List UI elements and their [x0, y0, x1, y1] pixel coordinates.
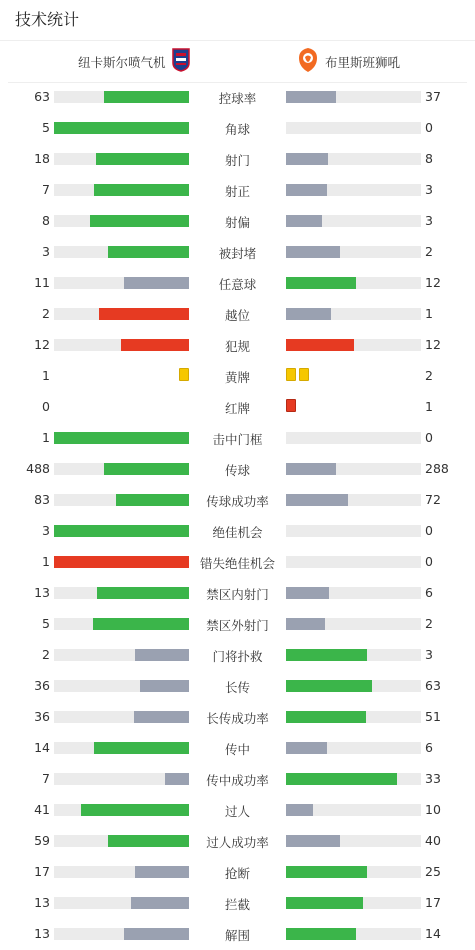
away-bar-fill: [286, 649, 367, 661]
home-value: 12: [34, 337, 50, 352]
home-bar-fill: [135, 866, 189, 878]
stat-label: 传中成功率: [206, 773, 269, 788]
home-value: 1: [42, 554, 50, 569]
home-value: 36: [34, 678, 50, 693]
stat-label: 被封堵: [218, 246, 257, 261]
home-bar-fill: [99, 308, 189, 320]
away-value: 63: [425, 678, 441, 693]
away-value: 3: [425, 182, 433, 197]
home-value: 1: [42, 430, 50, 445]
home-value: 13: [34, 895, 50, 910]
away-cards: [286, 368, 309, 382]
away-value: 12: [425, 337, 441, 352]
stat-row: [0, 515, 475, 546]
stat-label: 错失绝佳机会: [199, 556, 275, 571]
home-value: 8: [42, 213, 50, 228]
stat-label: 射门: [224, 153, 250, 168]
stat-row: [0, 856, 475, 887]
home-bar-track: [54, 432, 189, 444]
home-bar-track: [54, 463, 189, 475]
stat-label: 绝佳机会: [212, 525, 263, 540]
away-value: 1: [425, 306, 433, 321]
home-value: 83: [34, 492, 50, 507]
away-bar-track: [286, 773, 421, 785]
home-value: 5: [42, 616, 50, 631]
away-bar-track: [286, 339, 421, 351]
home-value: 7: [42, 182, 50, 197]
away-bar-fill: [286, 215, 322, 227]
away-value: 6: [425, 585, 433, 600]
home-bar-fill: [104, 463, 189, 475]
away-value: 0: [425, 523, 433, 538]
stat-row: [0, 887, 475, 918]
away-bar-fill: [286, 866, 367, 878]
stat-row: [0, 763, 475, 794]
page-title: 技术统计: [0, 0, 475, 41]
home-bar-fill: [121, 339, 189, 351]
away-bar-track: [286, 153, 421, 165]
away-bar-track: [286, 308, 421, 320]
home-value: 59: [34, 833, 50, 848]
home-bar-track: [54, 773, 189, 785]
away-bar-track: [286, 246, 421, 258]
home-bar-track: [54, 711, 189, 723]
home-value: 488: [26, 461, 50, 476]
away-bar-track: [286, 556, 421, 568]
away-value: 288: [425, 461, 449, 476]
away-value: 17: [425, 895, 441, 910]
home-bar-fill: [165, 773, 189, 785]
stat-label: 解围: [224, 928, 250, 943]
away-bar-fill: [286, 835, 340, 847]
home-bar-fill: [54, 525, 189, 537]
home-bar-fill: [81, 804, 189, 816]
home-bar-track: [54, 525, 189, 537]
home-value: 14: [34, 740, 50, 755]
stat-label: 射正: [224, 184, 250, 199]
home-bar-track: [54, 153, 189, 165]
home-bar-track: [54, 649, 189, 661]
home-value: 2: [42, 647, 50, 662]
stat-row: [0, 484, 475, 515]
away-team-crest-icon: [297, 47, 319, 76]
away-team-name: 布里斯班狮吼: [325, 54, 401, 70]
home-bar-track: [54, 277, 189, 289]
stat-label: 越位: [224, 308, 250, 323]
home-value: 63: [34, 89, 50, 104]
away-value: 33: [425, 771, 441, 786]
stat-row: [0, 174, 475, 205]
home-value: 1: [42, 368, 50, 383]
away-bar-fill: [286, 897, 363, 909]
away-bar-fill: [286, 153, 328, 165]
stat-label: 拦截: [224, 897, 250, 912]
stat-row: [0, 298, 475, 329]
stat-row: [0, 143, 475, 174]
home-value: 18: [34, 151, 50, 166]
stat-row: [0, 608, 475, 639]
away-bar-track: [286, 525, 421, 537]
home-bar-track: [54, 618, 189, 630]
away-bar-fill: [286, 928, 356, 940]
away-bar-fill: [286, 680, 372, 692]
away-team[interactable]: [291, 41, 400, 82]
away-bar-fill: [286, 308, 331, 320]
stat-label: 过人成功率: [206, 835, 269, 850]
home-bar-fill: [124, 277, 189, 289]
stat-label: 长传成功率: [206, 711, 269, 726]
home-bar-fill: [131, 897, 189, 909]
away-bar-track: [286, 742, 421, 754]
away-bar-track: [286, 494, 421, 506]
away-bar-track: [286, 215, 421, 227]
home-bar-fill: [135, 649, 189, 661]
away-value: 12: [425, 275, 441, 290]
home-value: 11: [34, 275, 50, 290]
away-value: 3: [425, 647, 433, 662]
away-value: 2: [425, 244, 433, 259]
home-bar-fill: [108, 246, 189, 258]
yellow-card-icon: [299, 368, 309, 381]
home-bar-track: [54, 804, 189, 816]
away-value: 0: [425, 430, 433, 445]
stat-label: 黄牌: [224, 370, 250, 385]
stat-label: 禁区内射门: [206, 587, 269, 602]
away-bar-fill: [286, 91, 336, 103]
away-bar-track: [286, 463, 421, 475]
away-bar-track: [286, 928, 421, 940]
stat-row: [0, 360, 475, 391]
stat-label: 禁区外射门: [206, 618, 269, 633]
home-bar-fill: [116, 494, 189, 506]
home-bar-track: [54, 215, 189, 227]
home-bar-track: [54, 742, 189, 754]
yellow-card-icon: [179, 368, 189, 381]
home-bar-fill: [104, 91, 189, 103]
stat-row: [0, 112, 475, 143]
away-bar-fill: [286, 494, 348, 506]
home-value: 41: [34, 802, 50, 817]
stat-row: [0, 577, 475, 608]
teams-header: [8, 41, 467, 83]
stat-label: 击中门框: [212, 432, 263, 447]
stat-label: 门将扑救: [212, 649, 263, 664]
stat-label: 过人: [224, 804, 250, 819]
home-value: 13: [34, 585, 50, 600]
home-bar-fill: [54, 122, 189, 134]
stat-label: 传中: [224, 742, 250, 757]
home-bar-track: [54, 91, 189, 103]
away-bar-track: [286, 804, 421, 816]
away-bar-track: [286, 649, 421, 661]
home-bar-fill: [90, 215, 189, 227]
away-bar-fill: [286, 463, 336, 475]
home-bar-fill: [54, 432, 189, 444]
away-bar-fill: [286, 587, 329, 599]
home-bar-fill: [97, 587, 189, 599]
stat-label: 抢断: [224, 866, 250, 881]
stat-row: [0, 794, 475, 825]
away-bar-fill: [286, 804, 313, 816]
away-value: 1: [425, 399, 433, 414]
stat-label: 犯规: [224, 339, 250, 354]
stat-label: 角球: [224, 122, 250, 137]
red-card-icon: [286, 399, 296, 412]
away-value: 2: [425, 616, 433, 631]
home-bar-track: [54, 308, 189, 320]
home-bar-track: [54, 339, 189, 351]
stat-row: [0, 701, 475, 732]
stat-label: 长传: [224, 680, 250, 695]
home-bar-fill: [54, 556, 189, 568]
away-bar-track: [286, 184, 421, 196]
home-bar-track: [54, 184, 189, 196]
stat-label: 射偏: [224, 215, 250, 230]
stat-row: [0, 453, 475, 484]
away-bar-fill: [286, 618, 325, 630]
home-value: 7: [42, 771, 50, 786]
home-bar-track: [54, 246, 189, 258]
home-bar-fill: [134, 711, 189, 723]
away-value: 25: [425, 864, 441, 879]
away-value: 8: [425, 151, 433, 166]
away-value: 72: [425, 492, 441, 507]
away-bar-track: [286, 866, 421, 878]
stat-label: 传球: [224, 463, 250, 478]
away-value: 0: [425, 120, 433, 135]
away-bar-fill: [286, 184, 327, 196]
home-team-name: 纽卡斯尔喷气机: [78, 54, 166, 70]
stat-label: 任意球: [218, 277, 257, 292]
home-value: 2: [42, 306, 50, 321]
home-bar-fill: [108, 835, 189, 847]
away-bar-fill: [286, 339, 354, 351]
away-bar-fill: [286, 246, 340, 258]
away-bar-fill: [286, 773, 397, 785]
away-value: 0: [425, 554, 433, 569]
away-bar-track: [286, 618, 421, 630]
home-team[interactable]: [78, 41, 196, 82]
stat-row: [0, 205, 475, 236]
home-bar-track: [54, 494, 189, 506]
home-bar-track: [54, 556, 189, 568]
home-value: 0: [42, 399, 50, 414]
home-bar-fill: [94, 742, 189, 754]
away-value: 10: [425, 802, 441, 817]
stat-label: 控球率: [218, 91, 257, 106]
away-bar-fill: [286, 277, 356, 289]
stat-row: [0, 825, 475, 856]
home-bar-track: [54, 122, 189, 134]
away-value: 40: [425, 833, 441, 848]
stat-row: [0, 391, 475, 422]
away-bar-track: [286, 277, 421, 289]
home-bar-fill: [140, 680, 189, 692]
home-bar-fill: [94, 184, 189, 196]
home-value: 3: [42, 523, 50, 538]
stat-row: [0, 670, 475, 701]
yellow-card-icon: [286, 368, 296, 381]
stat-row: [0, 236, 475, 267]
stat-row: [0, 267, 475, 298]
stat-row: [0, 639, 475, 670]
home-value: 17: [34, 864, 50, 879]
away-bar-track: [286, 897, 421, 909]
home-value: 5: [42, 120, 50, 135]
home-bar-track: [54, 835, 189, 847]
away-bar-fill: [286, 742, 327, 754]
away-bar-track: [286, 835, 421, 847]
home-bar-fill: [124, 928, 189, 940]
home-value: 36: [34, 709, 50, 724]
away-cards: [286, 399, 296, 413]
stat-row: [0, 546, 475, 577]
away-value: 37: [425, 89, 441, 104]
home-bar-track: [54, 897, 189, 909]
stat-row: [0, 422, 475, 453]
home-bar-track: [54, 866, 189, 878]
away-bar-track: [286, 587, 421, 599]
home-value: 3: [42, 244, 50, 259]
stats-list: [0, 81, 475, 949]
stat-label: 传球成功率: [206, 494, 269, 509]
away-value: 51: [425, 709, 441, 724]
home-bar-track: [54, 928, 189, 940]
away-value: 3: [425, 213, 433, 228]
away-bar-fill: [286, 711, 366, 723]
home-bar-fill: [93, 618, 189, 630]
stat-row: [0, 329, 475, 360]
away-value: 14: [425, 926, 441, 941]
away-bar-track: [286, 122, 421, 134]
home-team-crest-icon: [172, 48, 190, 75]
away-value: 6: [425, 740, 433, 755]
away-bar-track: [286, 711, 421, 723]
away-bar-track: [286, 680, 421, 692]
stat-row: [0, 918, 475, 949]
home-bar-fill: [96, 153, 189, 165]
stat-row: [0, 81, 475, 112]
home-bar-track: [54, 680, 189, 692]
away-bar-track: [286, 432, 421, 444]
stat-label: 红牌: [224, 401, 250, 416]
home-bar-track: [54, 587, 189, 599]
stat-row: [0, 732, 475, 763]
away-value: 2: [425, 368, 433, 383]
home-value: 13: [34, 926, 50, 941]
away-bar-track: [286, 91, 421, 103]
home-cards: [179, 368, 189, 382]
